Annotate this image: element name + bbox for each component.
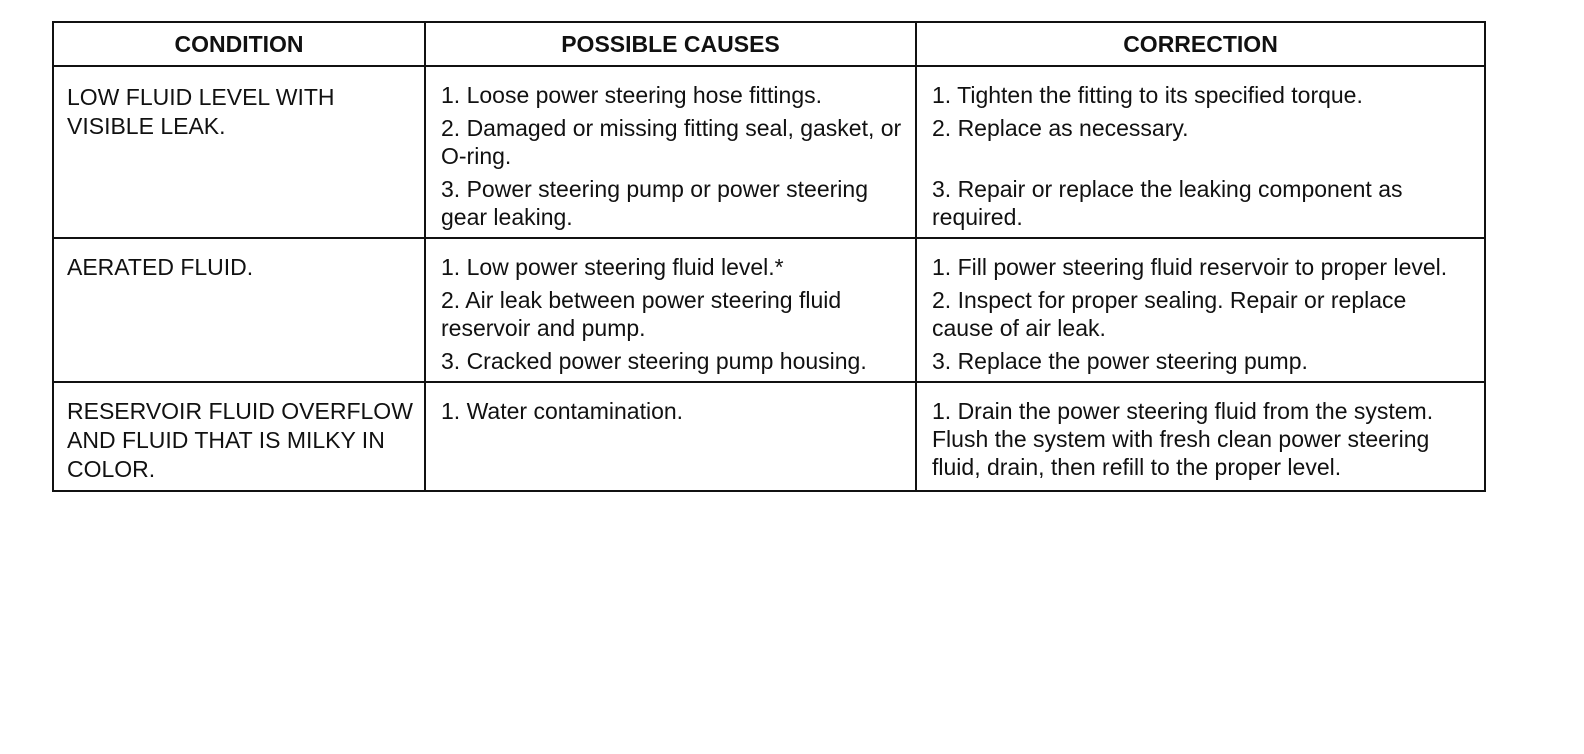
correction-cell: 3. Repair or replace the leaking component as required. bbox=[916, 170, 1485, 238]
header-condition: CONDITION bbox=[53, 22, 425, 66]
condition-cell: RESERVOIR FLUID OVERFLOW AND FLUID THAT IS MILKY IN COLOR. bbox=[53, 382, 425, 491]
cause-cell: 1. Loose power steering hose fittings. bbox=[425, 66, 916, 109]
diagnosis-table bbox=[52, 21, 1486, 492]
correction-cell: 2. Replace as necessary. bbox=[916, 109, 1485, 170]
table-row bbox=[53, 382, 1485, 491]
cause-cell: 2. Air leak between power steering fluid reservoir and pump. bbox=[425, 281, 916, 342]
correction-cell: 1. Fill power steering fluid reservoir to proper level. bbox=[916, 238, 1485, 281]
cause-cell: 3. Power steering pump or power steering gear leaking. bbox=[425, 170, 916, 238]
header-row bbox=[53, 22, 1485, 66]
condition-cell: AERATED FLUID. bbox=[53, 238, 425, 382]
cause-cell: 1. Low power steering fluid level.* bbox=[425, 238, 916, 281]
cause-cell: 2. Damaged or missing fitting seal, gasket, or O-ring. bbox=[425, 109, 916, 170]
table-row bbox=[53, 238, 1485, 281]
header-possible-causes: POSSIBLE CAUSES bbox=[425, 22, 916, 66]
header-correction: CORRECTION bbox=[916, 22, 1485, 66]
correction-cell: 3. Replace the power steering pump. bbox=[916, 342, 1485, 382]
cause-cell: 3. Cracked power steering pump housing. bbox=[425, 342, 916, 382]
correction-cell: 1. Drain the power steering fluid from the system. Flush the system with fresh clean power steering fluid, drain, then refill to the proper level. bbox=[916, 382, 1485, 491]
correction-cell: 2. Inspect for proper sealing. Repair or replace cause of air leak. bbox=[916, 281, 1485, 342]
table-row bbox=[53, 66, 1485, 109]
correction-cell: 1. Tighten the fitting to its specified torque. bbox=[916, 66, 1485, 109]
cause-cell: 1. Water contamination. bbox=[425, 382, 916, 491]
condition-cell: LOW FLUID LEVEL WITH VISIBLE LEAK. bbox=[53, 66, 425, 238]
